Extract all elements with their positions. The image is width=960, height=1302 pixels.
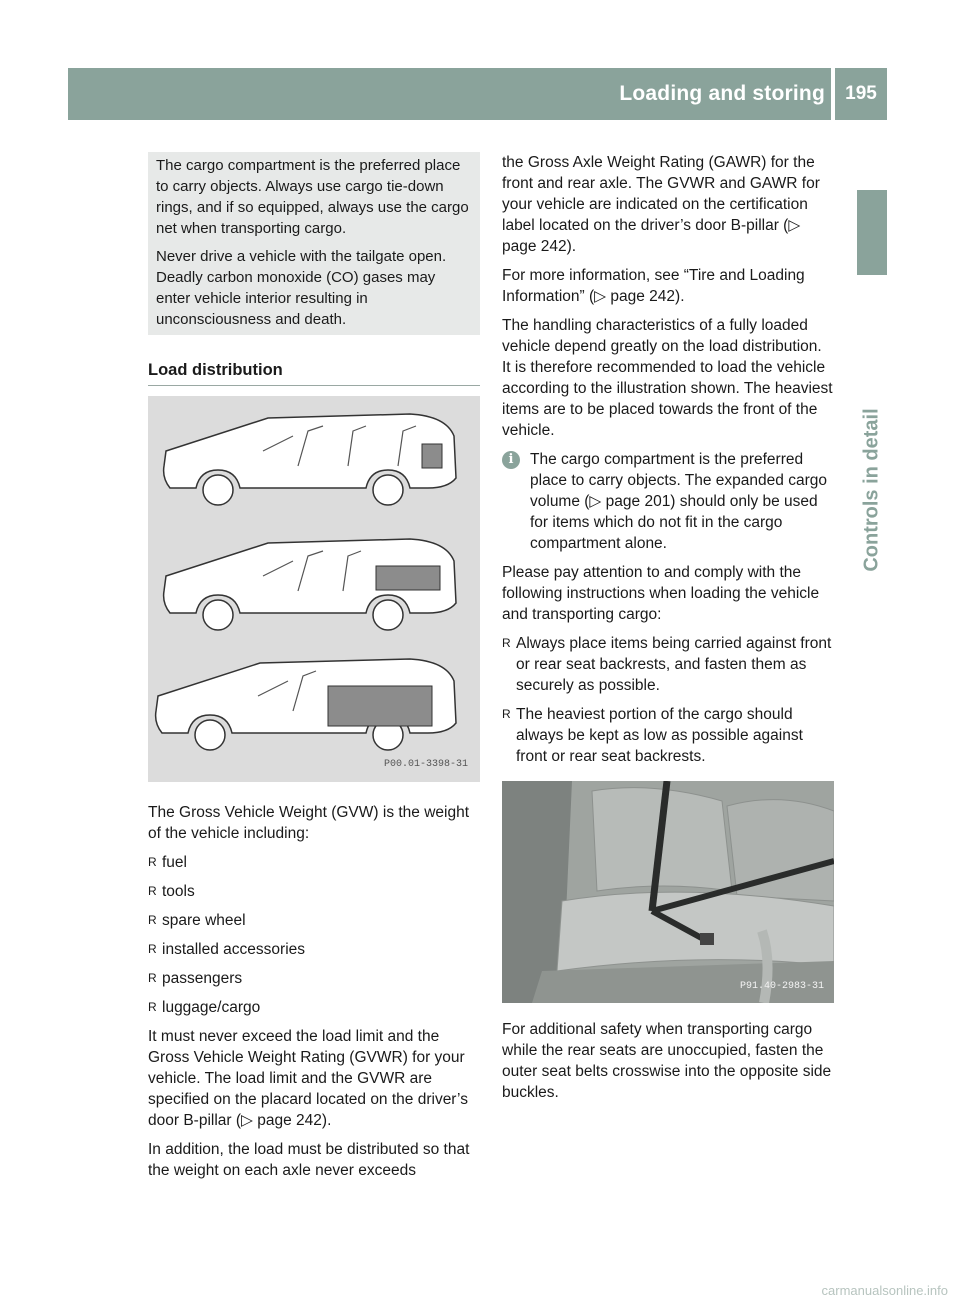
vehicle-silhouette-1 — [164, 414, 456, 505]
attention-paragraph: Please pay attention to and comply with the following instructions when loading the vehicle and transporting cargo: — [502, 564, 820, 623]
gawr-paragraph: the Gross Axle Weight Rating (GAWR) for the front and rear axle. The GVWR and GAWR for your vehicle are indicated on the certification label located on the driver’s door B-pillar (▷ page 242). — [502, 154, 820, 255]
bullet-mark: R — [148, 1000, 157, 1014]
figure-caption: P91.40-2983-31 — [739, 981, 824, 992]
side-tab-marker — [857, 190, 887, 275]
list-item-text: spare wheel — [162, 912, 246, 929]
left-column — [148, 152, 480, 1189]
bullet-mark: R — [502, 707, 511, 721]
warning-box — [148, 152, 480, 335]
axle-weight-paragraph: In addition, the load must be distributed so that the weight on each axle never exceeds — [148, 1141, 470, 1179]
load-limit-paragraph: It must never exceed the load limit and the Gross Vehicle Weight Rating (GVWR) for your vehicle. The load limit and the GVWR are specified on the placard located on the driver’s door B-pillar (▷ page 242). — [148, 1028, 468, 1129]
list-item-text: fuel — [162, 854, 187, 871]
bullet-mark: R — [148, 971, 157, 985]
footer-watermark: carmanualsonline.info — [821, 1283, 948, 1298]
warning-paragraph-1: The cargo compartment is the preferred place to carry objects. Always use cargo tie-down rings, and if so equipped, always use the cargo net when transporting cargo. — [156, 157, 469, 237]
gvw-intro: The Gross Vehicle Weight (GVW) is the weight of the vehicle including: — [148, 804, 470, 842]
vehicle-silhouettes-image — [148, 396, 480, 782]
bullet-mark: R — [148, 855, 157, 869]
page-number: 195 — [835, 68, 887, 120]
safety-paragraph: For additional safety when transporting cargo while the rear seats are unoccupied, fasten the outer seat belts crosswise into the opposite side buckles. — [502, 1021, 832, 1101]
list-item-text: installed accessories — [162, 941, 306, 958]
list-item — [148, 910, 480, 931]
list-item — [148, 939, 480, 960]
list-item-text: luggage/cargo — [162, 999, 261, 1016]
section-heading-load-distribution: Load distribution — [148, 360, 480, 386]
load-distribution-illustration — [148, 396, 480, 782]
list-item-text: tools — [162, 883, 195, 900]
more-info-paragraph: For more information, see “Tire and Loading Information” (▷ page 242). — [502, 267, 805, 305]
rear-seat-crossed-belts-image — [502, 781, 834, 1003]
list-item-text: passengers — [162, 970, 243, 987]
side-tab-label: Controls in detail — [860, 408, 883, 572]
info-note-text: The cargo compartment is the preferred place to carry objects. The expanded cargo volume (▷ page 201) should only be used for items which do not fit in the cargo compartment alone. — [530, 451, 827, 552]
vehicle-silhouette-2 — [164, 539, 456, 630]
info-note — [502, 449, 834, 554]
vehicle-silhouette-3 — [156, 659, 456, 750]
info-icon: i — [502, 451, 520, 469]
list-item — [148, 852, 480, 873]
figure-caption: P00.01-3398-31 — [383, 759, 468, 770]
list-item — [148, 881, 480, 902]
list-item — [148, 968, 480, 989]
bullet-mark: R — [502, 636, 511, 650]
right-column — [502, 152, 834, 1111]
bullet-mark: R — [148, 942, 157, 956]
list-item — [502, 633, 834, 696]
seat-belt-photo — [502, 781, 834, 1003]
list-item-text: Always place items being carried against front or rear seat backrests, and fasten them as securely as possible. — [516, 635, 832, 694]
warning-paragraph-2: Never drive a vehicle with the tailgate open. Deadly carbon monoxide (CO) gases may enter vehicle interior resulting in unconsciousness and death. — [156, 248, 447, 328]
list-item — [148, 997, 480, 1018]
list-item — [502, 704, 834, 767]
bullet-mark: R — [148, 884, 157, 898]
handling-paragraph: The handling characteristics of a fully loaded vehicle depend greatly on the load distribution. It is therefore recommended to load the vehicle according to the illustration shown. The heaviest items are to be placed towards the front of the vehicle. — [502, 317, 833, 439]
page-header-title: Loading and storing — [619, 82, 825, 105]
bullet-mark: R — [148, 913, 157, 927]
list-item-text: The heaviest portion of the cargo should always be kept as low as possible against front or rear seat backrests. — [516, 706, 803, 765]
